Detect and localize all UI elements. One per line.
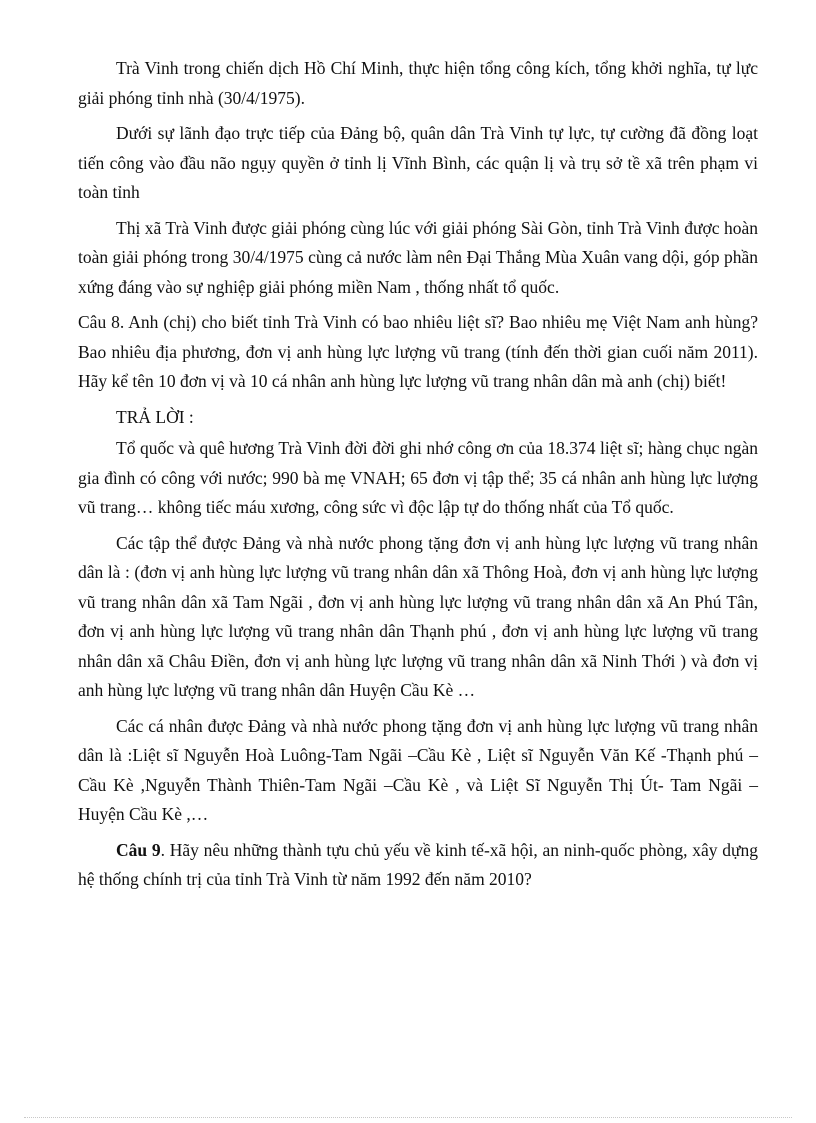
paragraph-hero-individuals: Các cá nhân được Đảng và nhà nước phong tặng đơn vị anh hùng lực lượng vũ trang nhân dân là :Liệt sĩ Nguyễn Hoà Luông-Tam Ngãi –Cầu Kè , Liệt sĩ Nguyễn Văn Kế -Thạnh phú –Cầu Kè ,Nguyễn Thành Thiên-Tam Ngãi –Cầu Kè , và Liệt Sĩ Nguyễn Thị Út- Tam Ngãi –Huyện Cầu Kè ,…	[78, 715, 758, 824]
page-bottom-divider	[24, 1117, 792, 1118]
document-page	[78, 54, 758, 901]
paragraph-party-leadership: Dưới sự lãnh đạo trực tiếp của Đảng bộ, quân dân Trà Vinh tự lực, tự cường đã đồng loạt tiến công vào đầu não ngụy quyền ở tỉnh lị Vĩnh Bình, các quận lị và trụ sở tề xã trên phạm vi toàn tỉnh	[78, 123, 758, 202]
question-8: Câu 8. Anh (chị) cho biết tỉnh Trà Vinh có bao nhiêu liệt sĩ? Bao nhiêu mẹ Việt Nam anh hùng? Bao nhiêu địa phương, đơn vị anh hùng lực lượng vũ trang (tính đến thời gian cuối năm 2011). Hãy kể tên 10 đơn vị và 10 cá nhân anh hùng lực lượng vũ trang nhân dân mà anh (chị) biết!	[78, 312, 758, 391]
paragraph-liberation-campaign: Trà Vinh trong chiến dịch Hồ Chí Minh, thực hiện tổng công kích, tổng khởi nghĩa, tự lực giải phóng tỉnh nhà (30/4/1975).	[78, 58, 758, 108]
paragraph-town-liberated: Thị xã Trà Vinh được giải phóng cùng lúc với giải phóng Sài Gòn, tỉnh Trà Vinh được hoàn toàn giải phóng trong 30/4/1975 cùng cả nước làm nên Đại Thắng Mùa Xuân vang dội, góp phần xứng đáng vào sự nghiệp giải phóng miền Nam , thống nhất tổ quốc.	[78, 217, 758, 297]
paragraph-hero-units: Các tập thể được Đảng và nhà nước phong tặng đơn vị anh hùng lực lượng vũ trang nhân dân là : (đơn vị anh hùng lực lượng vũ trang nhân dân xã Thông Hoà, đơn vị anh hùng lực lượng vũ trang nhân dân xã Tam Ngãi , đơn vị anh hùng lực lượng vũ trang nhân dân xã An Phú Tân, đơn vị anh hùng lực lượng vũ trang nhân dân Thạnh phú , đơn vị anh hùng lực lượng vũ trang nhân dân xã Châu Điền, đơn vị anh hùng lực lượng vũ trang nhân dân xã Ninh Thới ) và đơn vị anh hùng lực lượng vũ trang nhân dân Huyện Cầu Kè …	[78, 532, 758, 700]
paragraph-martyrs-count: Tổ quốc và quê hương Trà Vinh đời đời ghi nhớ công ơn của 18.374 liệt sĩ; hàng chục ngàn gia đình có công với nước; 990 bà mẹ VNAH; 65 đơn vị tập thể; 35 cá nhân anh hùng lực lượng vũ trang… không tiếc máu xương, công sức vì độc lập tự do thống nhất của Tổ quốc.	[78, 438, 758, 517]
question-9-text: . Hãy nêu những thành tựu chủ yếu về kinh tế-xã hội, an ninh-quốc phòng, xây dựng hệ thống chính trị của tỉnh Trà Vinh từ năm 1992 đến năm 2010?	[78, 839, 758, 889]
question-9-label: Câu 9	[116, 839, 161, 860]
answer-label: TRẢ LỜI :	[116, 406, 194, 427]
question-9	[78, 836, 758, 895]
